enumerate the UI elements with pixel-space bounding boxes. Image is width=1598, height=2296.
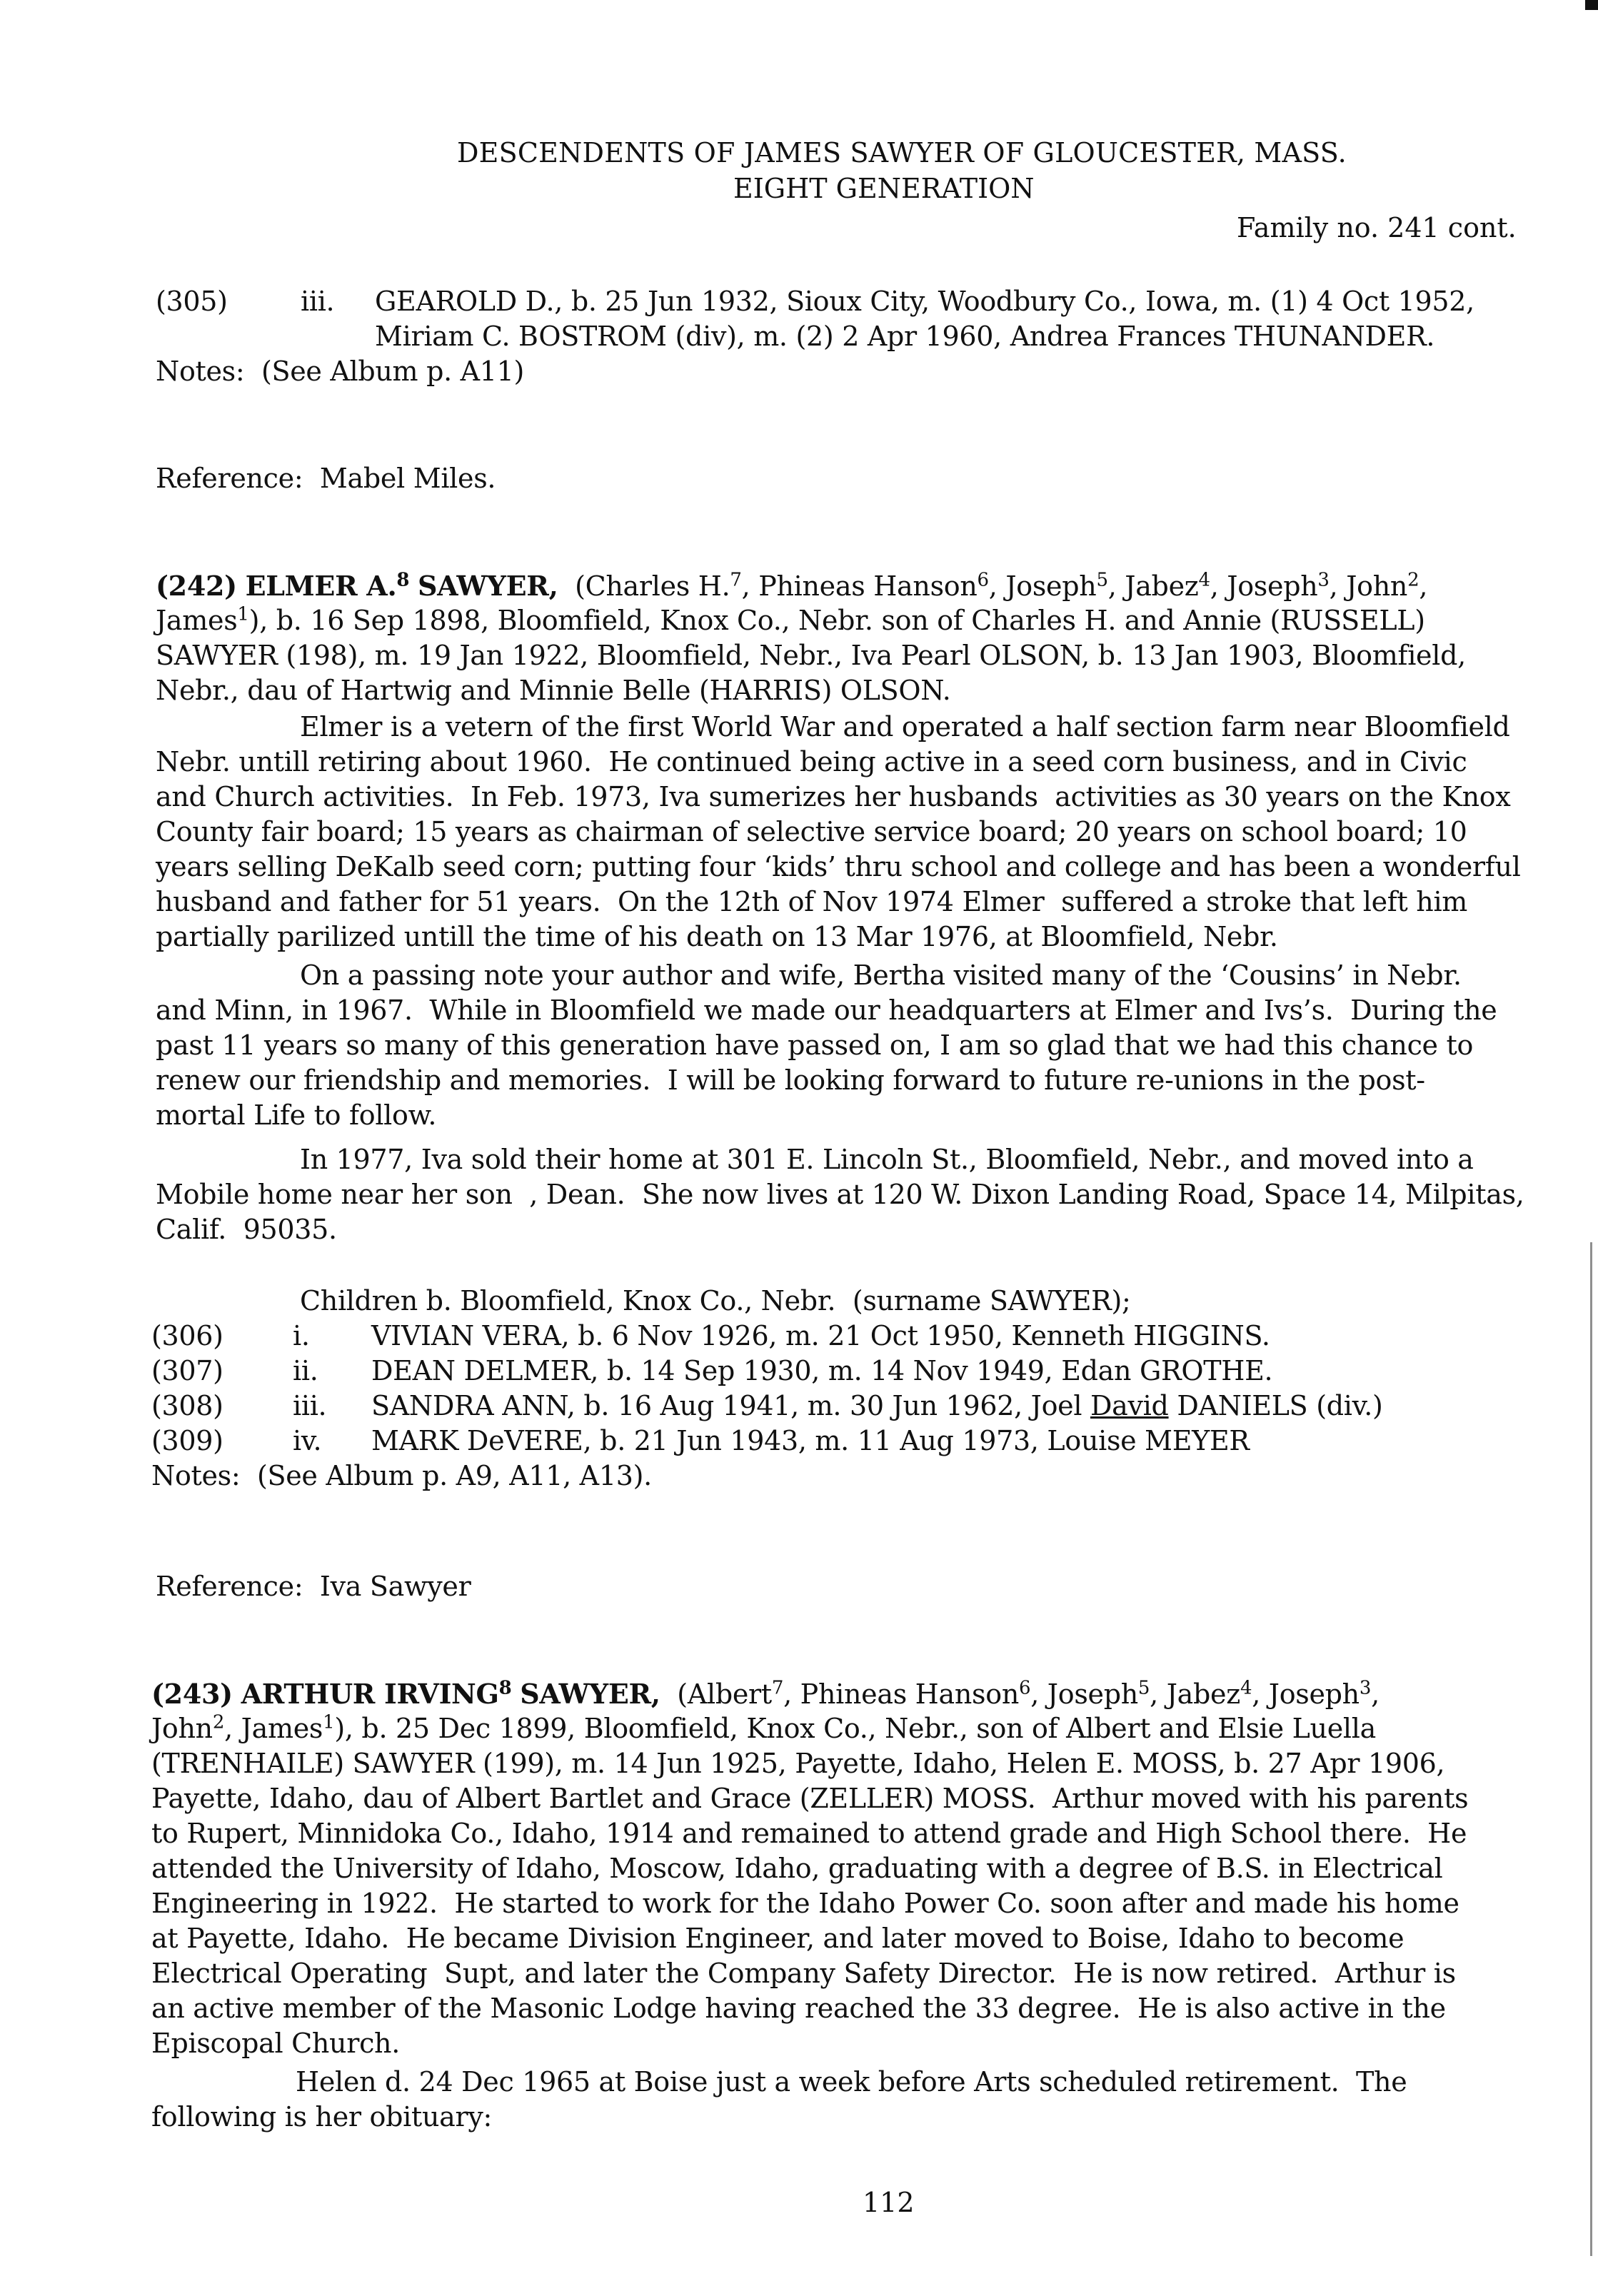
lineage-sup: 3	[1359, 1677, 1372, 1699]
lineage-text: (Charles H.	[575, 570, 730, 602]
paragraph-line: following is her obituary:	[151, 2101, 493, 2133]
lineage-sup: 3	[1317, 569, 1330, 591]
lineage-text: , Joseph	[988, 570, 1097, 602]
paragraph-line: County fair board; 15 years as chairman of selective service board; 20 years on school board; 10	[156, 816, 1467, 847]
child-number: (306)	[151, 1320, 223, 1351]
body-line: Payette, Idaho, dau of Albert Bartlet and Grace (ZELLER) MOSS. Arthur moved with his parents	[151, 1783, 1469, 1814]
lineage-sup: 1	[323, 1711, 335, 1733]
lineage-text: , Jabez	[1150, 1678, 1240, 1710]
lineage-sup: 6	[1019, 1677, 1031, 1699]
underlined-name: David	[1090, 1390, 1169, 1421]
paragraph-line: and Minn, in 1967. While in Bloomfield we made our headquarters at Elmer and Ivs’s. During the	[156, 995, 1497, 1026]
reference-line: Reference: Mabel Miles.	[156, 463, 496, 494]
child-roman: ii.	[293, 1355, 318, 1386]
lineage-sup: 6	[977, 569, 989, 591]
body-line: (TRENHAILE) SAWYER (199), m. 14 Jun 1925, Payette, Idaho, Helen E. MOSS, b. 27 Apr 1906,	[151, 1748, 1445, 1779]
body-line	[151, 1713, 1376, 1744]
lineage-text: ,	[1419, 570, 1428, 602]
paragraph-line: mortal Life to follow.	[156, 1099, 437, 1131]
generation-heading: EIGHT GENERATION	[733, 173, 1035, 204]
paragraph-line: past 11 years so many of this generation have passed on, I am so glad that we had this chance to	[156, 1029, 1474, 1061]
family-242-heading	[156, 570, 1427, 602]
child-text: DEAN DELMER, b. 14 Sep 1930, m. 14 Nov 1949, Edan GROTHE.	[371, 1355, 1273, 1386]
paragraph-line: In 1977, Iva sold their home at 301 E. Lincoln St., Bloomfield, Nebr., and moved into a	[300, 1144, 1474, 1175]
lineage-text: (Albert	[677, 1678, 772, 1710]
entry-number: (305)	[156, 286, 228, 317]
family-243-heading	[151, 1678, 1380, 1710]
body-line: to Rupert, Minnidoka Co., Idaho, 1914 and remained to attend grade and High School there. He	[151, 1818, 1467, 1849]
scan-edge-line	[1590, 1242, 1592, 2256]
lineage-text: , Phineas Hanson	[741, 570, 978, 602]
child-number: (308)	[151, 1390, 223, 1421]
paragraph-line: Helen d. 24 Dec 1965 at Boise just a week before Arts scheduled retirement. The	[296, 2066, 1407, 2098]
lineage-sup: 2	[1407, 569, 1419, 591]
body-line: at Payette, Idaho. He became Division Engineer, and later moved to Boise, Idaho to become	[151, 1923, 1404, 1954]
entry-text-line: Miriam C. BOSTROM (div), m. (2) 2 Apr 1960, Andrea Frances THUNANDER.	[375, 321, 1435, 352]
lineage-text: , Joseph	[1030, 1678, 1138, 1710]
lineage-text: , James	[224, 1713, 323, 1744]
paragraph-line: Nebr. untill retiring about 1960. He continued being active in a seed corn business, and in Civic	[156, 746, 1467, 777]
page-number: 112	[863, 2187, 915, 2218]
paragraph-line: husband and father for 51 years. On the 12th of Nov 1974 Elmer suffered a stroke that left him	[156, 886, 1468, 917]
family-number: (242)	[156, 570, 237, 602]
paragraph-line: Elmer is a vetern of the first World War and operated a half section farm near Bloomfield	[300, 711, 1510, 742]
generation-sup: 8	[498, 1677, 512, 1699]
person-name: ELMER A.	[245, 570, 397, 602]
child-text: VIVIAN VERA, b. 6 Nov 1926, m. 21 Oct 1950, Kenneth HIGGINS.	[371, 1320, 1270, 1351]
body-line: Nebr., dau of Hartwig and Minnie Belle (HARRIS) OLSON.	[156, 675, 951, 706]
lineage-sup: 7	[730, 569, 742, 591]
lineage-sup: 4	[1240, 1677, 1252, 1699]
paragraph-line: Mobile home near her son , Dean. She now lives at 120 W. Dixon Landing Road, Space 14, Milpitas,	[156, 1179, 1524, 1210]
notes-line: Notes: (See Album p. A11)	[156, 356, 525, 387]
body-line	[156, 605, 1425, 636]
child-text-part: DANIELS (div.)	[1168, 1390, 1383, 1421]
body-line: Episcopal Church.	[151, 2028, 401, 2059]
family-number: (243)	[151, 1678, 233, 1710]
body-line: attended the University of Idaho, Moscow, Idaho, graduating with a degree of B.S. in Electrical	[151, 1853, 1443, 1884]
lineage-sup: 2	[212, 1711, 225, 1733]
lineage-sup: 5	[1096, 569, 1108, 591]
scan-edge-mark	[1585, 0, 1598, 10]
paragraph-line: renew our friendship and memories. I will be looking forward to future re-unions in the post-	[156, 1064, 1425, 1096]
child-text	[371, 1390, 1383, 1421]
paragraph-line: and Church activities. In Feb. 1973, Iva sumerizes her husbands activities as 30 years on the Knox	[156, 781, 1511, 812]
person-surname: SAWYER,	[520, 1678, 660, 1710]
child-text: MARK DeVERE, b. 21 Jun 1943, m. 11 Aug 1973, Louise MEYER	[371, 1425, 1250, 1456]
lineage-text: , Joseph	[1210, 570, 1318, 602]
body-line: Engineering in 1922. He started to work for the Idaho Power Co. soon after and made his home	[151, 1888, 1459, 1919]
lineage-text: , John	[1329, 570, 1408, 602]
body-text: ), b. 16 Sep 1898, Bloomfield, Knox Co., Nebr. son of Charles H. and Annie (RUSSELL)	[248, 605, 1425, 636]
child-number: (307)	[151, 1355, 223, 1386]
child-roman: iv.	[293, 1425, 322, 1456]
lineage-text: , Joseph	[1252, 1678, 1360, 1710]
entry-text-line: GEAROLD D., b. 25 Jun 1932, Sioux City, Woodbury Co., Iowa, m. (1) 4 Oct 1952,	[375, 286, 1474, 317]
lineage-text: , Phineas Hanson	[783, 1678, 1019, 1710]
lineage-sup: 1	[237, 603, 249, 625]
body-text: ), b. 25 Dec 1899, Bloomfield, Knox Co., Nebr., son of Albert and Elsie Luella	[334, 1713, 1376, 1744]
paragraph-line: years selling DeKalb seed corn; putting four ‘kids’ thru school and college and has been a wonderful	[156, 851, 1521, 882]
lineage-sup: 4	[1198, 569, 1210, 591]
body-line: Electrical Operating Supt, and later the Company Safety Director. He is now retired. Arthur is	[151, 1958, 1456, 1989]
lineage-text: ,	[1371, 1678, 1380, 1710]
lineage-text: , Jabez	[1107, 570, 1199, 602]
person-name: ARTHUR IRVING	[241, 1678, 499, 1710]
child-text-part: SANDRA ANN, b. 16 Aug 1941, m. 30 Jun 1962, Joel	[371, 1390, 1090, 1421]
lineage-text: John	[151, 1713, 213, 1744]
paragraph-line: partially parilized untill the time of his death on 13 Mar 1976, at Bloomfield, Nebr.	[156, 921, 1278, 952]
child-roman: i.	[293, 1320, 310, 1351]
lineage-sup: 5	[1137, 1677, 1150, 1699]
children-intro: Children b. Bloomfield, Knox Co., Nebr. (surname SAWYER);	[300, 1285, 1131, 1316]
lineage-sup: 7	[771, 1677, 784, 1699]
entry-roman: iii.	[301, 286, 335, 317]
family-number: Family no. 241 cont.	[1237, 212, 1517, 243]
person-surname: SAWYER,	[417, 570, 558, 602]
reference-line: Reference: Iva Sawyer	[156, 1571, 471, 1602]
body-line: an active member of the Masonic Lodge having reached the 33 degree. He is also active in the	[151, 1993, 1446, 2024]
notes-line: Notes: (See Album p. A9, A11, A13).	[151, 1460, 652, 1491]
paragraph-line: Calif. 95035.	[156, 1214, 337, 1245]
child-number: (309)	[151, 1425, 223, 1456]
paragraph-line: On a passing note your author and wife, Bertha visited many of the ‘Cousins’ in Nebr.	[300, 960, 1462, 991]
document-title: DESCENDENTS OF JAMES SAWYER OF GLOUCESTER, MASS.	[457, 137, 1347, 168]
lineage-text: James	[156, 605, 238, 636]
body-line: SAWYER (198), m. 19 Jan 1922, Bloomfield, Nebr., Iva Pearl OLSON, b. 13 Jan 1903, Bloomfield,	[156, 640, 1466, 671]
child-roman: iii.	[293, 1390, 327, 1421]
generation-sup: 8	[396, 569, 410, 591]
